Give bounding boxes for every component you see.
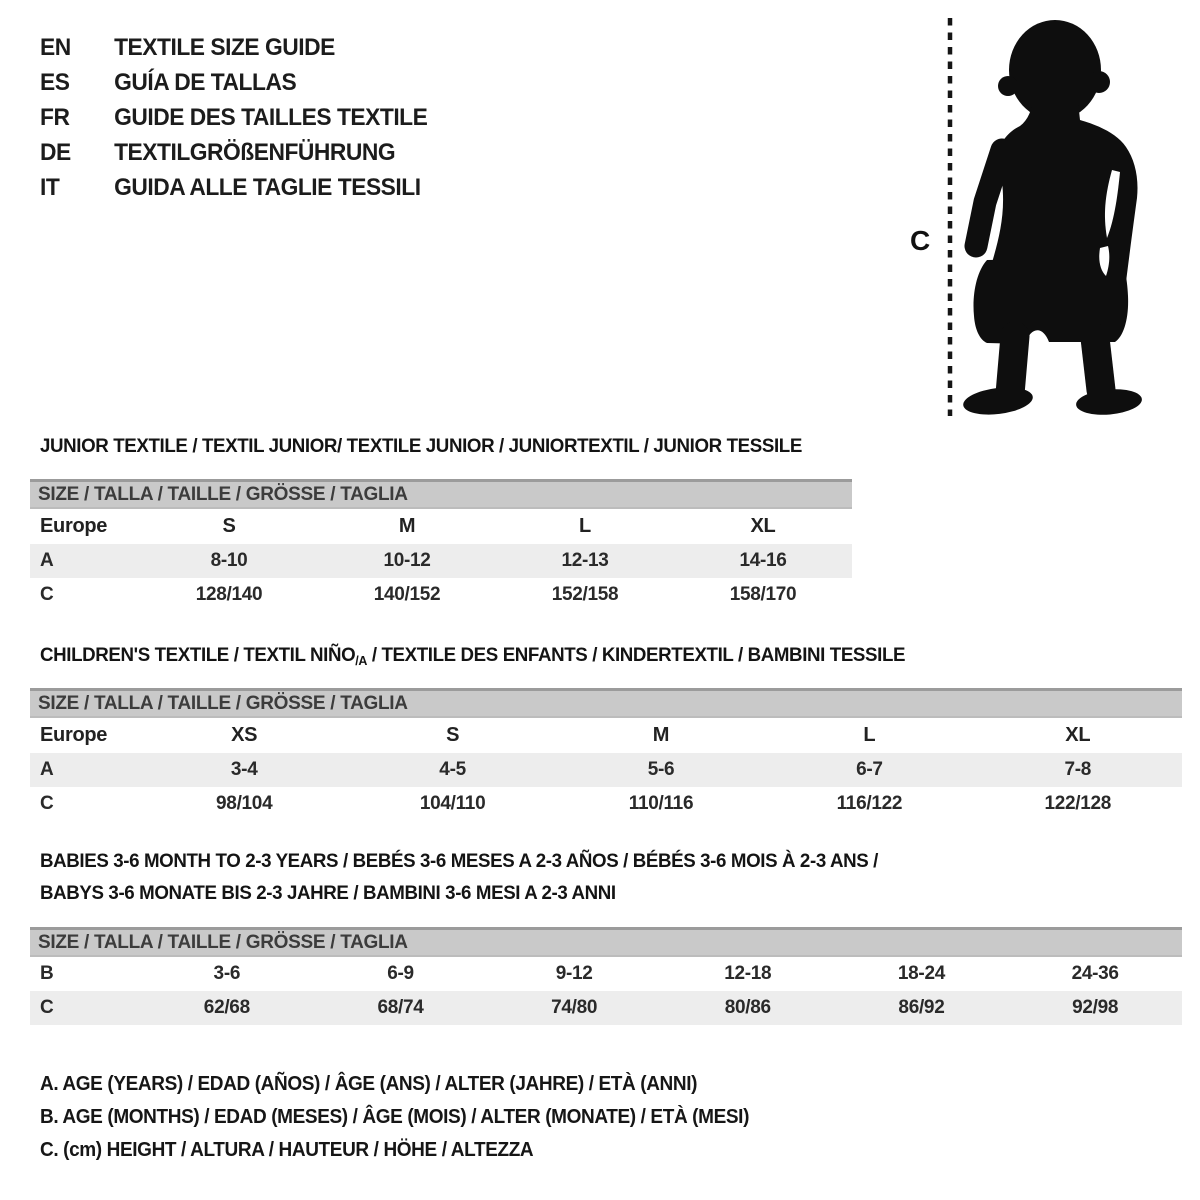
column-header: S — [222, 515, 236, 537]
cell-value: 98/104 — [216, 793, 273, 814]
language-row-en — [40, 30, 427, 65]
cell-value: 3-6 — [213, 963, 241, 984]
cell-value: 7-8 — [974, 753, 1182, 787]
junior-section-title: JUNIOR TEXTILE / TEXTIL JUNIOR/ TEXTILE JUNIOR / JUNIORTEXTIL / JUNIOR TESSILE — [40, 435, 802, 457]
junior-size-table — [30, 479, 852, 612]
row-label: B — [40, 963, 54, 984]
language-title: TEXTILGRÖßENFÜHRUNG — [114, 138, 396, 166]
column-header: XS — [231, 724, 258, 746]
babies-section-title-line1: BABIES 3-6 MONTH TO 2-3 YEARS / BEBÉS 3-6 MESES A 2-3 AÑOS / BÉBÉS 3-6 MOIS À 2-3 ANS / — [40, 850, 878, 872]
legend-line-a: A. AGE (YEARS) / EDAD (AÑOS) / ÂGE (ANS) / ALTER (JAHRE) / ETÀ (ANNI) — [40, 1073, 698, 1095]
column-header: S — [446, 724, 460, 746]
cell-value: 152/158 — [551, 584, 619, 605]
cell-value: 86/92 — [835, 991, 1009, 1025]
cell-value: 122/128 — [1044, 793, 1112, 814]
children-section-title — [40, 643, 905, 673]
cell-value: 158/170 — [729, 584, 797, 605]
language-row-fr — [40, 100, 427, 135]
language-code: IT — [40, 173, 60, 201]
cell-value: 116/122 — [836, 793, 903, 814]
cell-value: 12-18 — [724, 963, 772, 984]
language-code: FR — [40, 103, 70, 131]
children-size-table — [30, 688, 1182, 821]
language-title: TEXTILE SIZE GUIDE — [114, 33, 335, 61]
cell-value: 5-6 — [557, 753, 765, 787]
language-row-it — [40, 170, 427, 205]
cell-value: 6-7 — [765, 753, 973, 787]
children-title-suffix: / TEXTILE DES ENFANTS / KINDERTEXTIL / BAMBINI TESSILE — [367, 644, 906, 666]
size-header-bar: SIZE / TALLA / TAILLE / GRÖSSE / TAGLIA — [30, 479, 852, 509]
cell-value: 80/86 — [661, 991, 835, 1025]
column-header: Europe — [40, 724, 108, 746]
table-row — [30, 991, 1182, 1025]
cell-value: 24-36 — [1071, 963, 1119, 984]
toddler-silhouette — [962, 20, 1143, 418]
babies-section-title-line2: BABYS 3-6 MONATE BIS 2-3 JAHRE / BAMBINI 3-6 MESI A 2-3 ANNI — [40, 882, 616, 904]
cell-value: 92/98 — [1008, 991, 1182, 1025]
row-label: A — [30, 544, 140, 578]
size-header-bar: SIZE / TALLA / TAILLE / GRÖSSE / TAGLIA — [30, 927, 1182, 957]
cell-value: 74/80 — [487, 991, 661, 1025]
column-header: XL — [750, 515, 776, 537]
cell-value: 12-13 — [496, 544, 674, 578]
legend-line-b: B. AGE (MONTHS) / EDAD (MESES) / ÂGE (MOIS) / ALTER (MONATE) / ETÀ (MESI) — [40, 1106, 750, 1128]
babies-size-table — [30, 927, 1182, 1025]
column-header: L — [579, 515, 591, 537]
cell-value: 6-9 — [387, 963, 414, 984]
cell-value: 128/140 — [195, 584, 263, 605]
column-header: M — [398, 515, 416, 537]
toddler-silhouette-figure — [888, 10, 1158, 422]
measure-legend — [40, 1068, 749, 1167]
measure-label-c: C — [910, 225, 931, 256]
cell-value: 18-24 — [897, 963, 945, 984]
language-title: GUIDE DES TAILLES TEXTILE — [114, 103, 428, 131]
language-title: GUIDA ALLE TAGLIE TESSILI — [114, 173, 421, 201]
table-row — [30, 544, 852, 578]
cell-value: 8-10 — [140, 544, 318, 578]
children-title-subscript: /A — [355, 653, 367, 668]
column-header: L — [863, 724, 876, 746]
size-header-bar: SIZE / TALLA / TAILLE / GRÖSSE / TAGLIA — [30, 688, 1182, 718]
cell-value: 14-16 — [674, 544, 852, 578]
column-header: Europe — [40, 515, 108, 537]
language-code: EN — [40, 33, 71, 61]
row-label: C — [40, 793, 54, 814]
table-row — [30, 753, 1182, 787]
cell-value: 104/110 — [419, 793, 486, 814]
cell-value: 4-5 — [348, 753, 556, 787]
table-row — [30, 578, 852, 612]
cell-value: 9-12 — [555, 963, 593, 984]
cell-value: 62/68 — [140, 991, 314, 1025]
children-title-prefix: CHILDREN'S TEXTILE / TEXTIL NIÑO — [40, 644, 356, 666]
language-row-de — [40, 135, 427, 170]
language-code: ES — [40, 68, 70, 96]
language-title-list — [40, 30, 427, 205]
table-row — [30, 957, 1182, 991]
column-header: XL — [1065, 724, 1091, 746]
row-label: A — [30, 753, 140, 787]
column-header: M — [652, 724, 670, 746]
cell-value: 10-12 — [318, 544, 496, 578]
cell-value: 140/152 — [373, 584, 441, 605]
row-label: C — [40, 584, 54, 605]
cell-value: 3-4 — [140, 753, 348, 787]
legend-line-c: C. (cm) HEIGHT / ALTURA / HAUTEUR / HÖHE / ALTEZZA — [40, 1139, 534, 1161]
language-row-es — [40, 65, 427, 100]
language-code: DE — [40, 138, 71, 166]
table-header-row — [30, 509, 852, 544]
table-row — [30, 787, 1182, 821]
table-header-row — [30, 718, 1182, 753]
cell-value: 110/116 — [628, 793, 694, 814]
language-title: GUÍA DE TALLAS — [114, 68, 297, 96]
row-label: C — [30, 991, 140, 1025]
cell-value: 68/74 — [314, 991, 488, 1025]
